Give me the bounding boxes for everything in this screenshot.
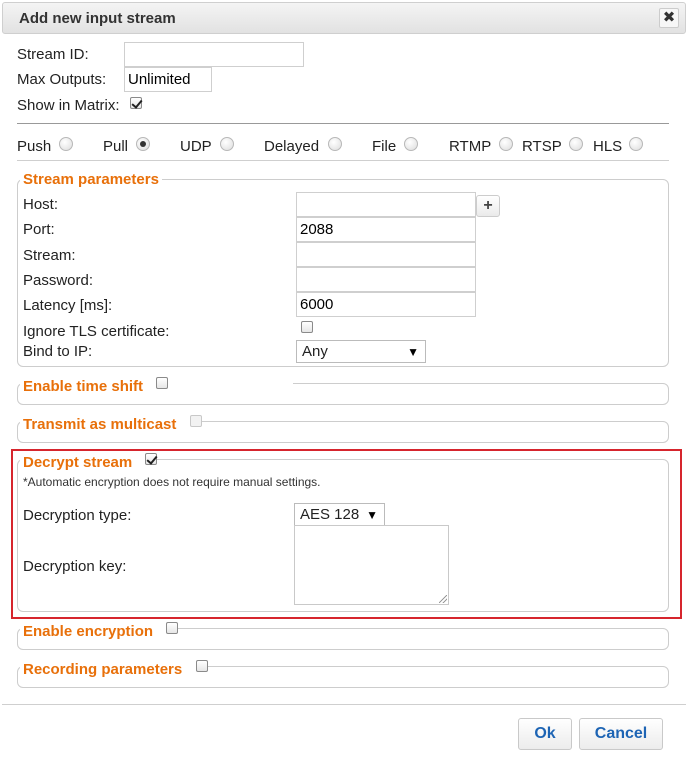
encryption-checkbox[interactable] [166,622,178,634]
cancel-button[interactable]: Cancel [579,718,663,750]
decryption-type-select[interactable] [294,503,385,526]
add-host-button[interactable] [476,195,500,217]
stream-id-label: Stream ID: [17,46,89,63]
bind-ip-select[interactable] [296,340,426,363]
type-delayed-label: Delayed [264,138,320,155]
multicast-checkbox[interactable] [190,415,202,427]
time-shift-legend: Enable time shift [20,378,293,395]
type-push-label: Push [17,138,52,155]
caret-down-icon: ▼ [366,508,378,522]
type-udp-radio[interactable] [220,137,234,151]
stream-parameters-legend: Stream parameters [20,171,162,188]
type-push-radio[interactable] [59,137,73,151]
dialog-titlebar [2,2,686,34]
divider [17,160,669,161]
caret-down-icon: ▼ [407,345,419,359]
divider [17,123,669,124]
show-in-matrix-label: Show in Matrix: [17,97,120,114]
port-input[interactable]: 2088 [296,217,476,242]
encryption-legend: Enable encryption [20,623,173,640]
latency-input[interactable]: 6000 [296,292,476,317]
max-outputs-input[interactable]: Unlimited [124,67,212,92]
close-button[interactable] [659,8,679,28]
decryption-type-value: AES 128 [300,506,360,523]
decrypt-note: *Automatic encryption does not require manual settings. [23,475,321,489]
dialog-title: Add new input stream [19,10,176,27]
type-udp-label: UDP [180,138,212,155]
stream-input[interactable] [296,242,476,267]
type-pull-label: Pull [103,138,129,155]
ok-button[interactable]: Ok [518,718,572,750]
host-input[interactable] [296,192,476,217]
show-in-matrix-checkbox[interactable] [130,97,142,109]
footer-divider [2,704,686,705]
stream-id-input[interactable] [124,42,304,67]
type-rtsp-radio[interactable] [569,137,583,151]
password-label: Password: [23,272,94,289]
decryption-type-label: Decryption type: [23,507,132,524]
decrypt-checkbox[interactable] [145,453,157,465]
type-rtmp-radio[interactable] [499,137,513,151]
stream-label: Stream: [23,247,76,264]
decryption-key-label: Decryption key: [23,558,127,575]
password-input[interactable] [296,267,476,292]
type-pull-radio[interactable] [136,137,150,151]
ignore-tls-label: Ignore TLS certificate: [23,323,170,340]
resize-grip-icon[interactable] [439,595,447,603]
type-hls-radio[interactable] [629,137,643,151]
decryption-key-textarea[interactable] [294,525,449,605]
type-file-label: File [372,138,397,155]
recording-legend: Recording parameters [20,661,202,678]
max-outputs-label: Max Outputs: [17,71,107,88]
type-file-radio[interactable] [404,137,418,151]
plus-icon: + [483,197,493,214]
close-icon: ✖ [662,9,676,26]
decrypt-legend: Decrypt stream [20,454,152,471]
multicast-legend: Transmit as multicast [20,416,196,433]
time-shift-checkbox[interactable] [156,377,168,389]
type-delayed-radio[interactable] [328,137,342,151]
type-rtsp-label: RTSP [522,138,562,155]
port-label: Port: [23,221,55,238]
host-label: Host: [23,196,59,213]
bind-ip-label: Bind to IP: [23,343,93,360]
ignore-tls-checkbox[interactable] [301,321,313,333]
type-hls-label: HLS [593,138,623,155]
type-rtmp-label: RTMP [449,138,492,155]
recording-checkbox[interactable] [196,660,208,672]
bind-ip-value: Any [302,343,328,360]
latency-label: Latency [ms]: [23,297,113,314]
